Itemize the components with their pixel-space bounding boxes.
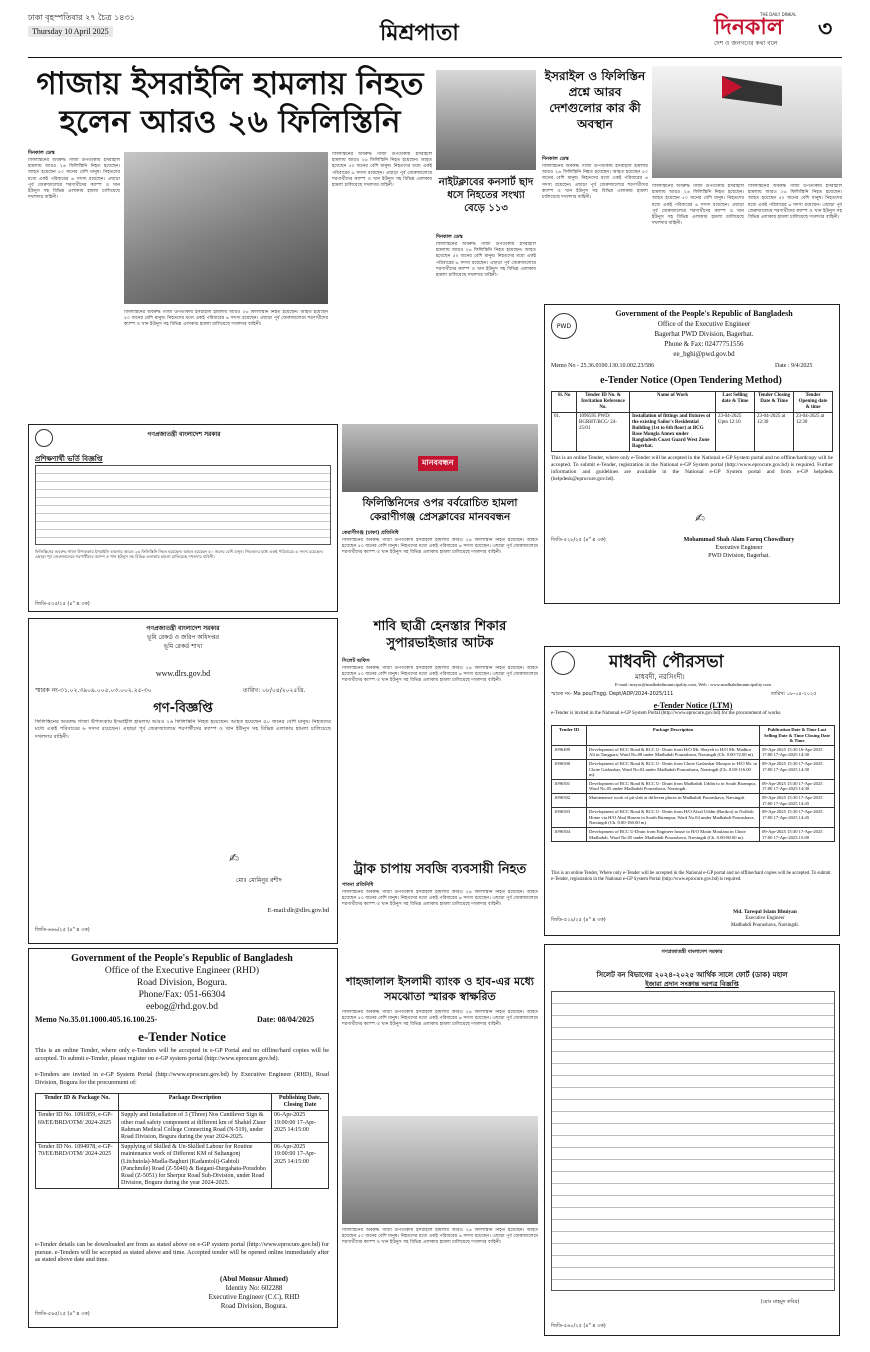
sylhet-code: জিডি-৫৬০/২৫ (৪" x ৩ক) — [551, 1323, 606, 1329]
table-row — [552, 759, 835, 779]
lead-desk: দিনকাল ডেস্ক — [28, 150, 55, 156]
table-cell: 1096502 — [552, 793, 587, 807]
pwd-phone: Phone & Fax: 02477751556 — [664, 340, 744, 348]
table-header-cell: Last Selling date & Time — [716, 392, 755, 413]
table-cell: Development of RCC Road & RCC U- Drain from Madhabdi Uddin to in South Birampur, Ward No.05 under Madhabdi Pourashava, Narsingdi. — [587, 779, 760, 793]
table-cell: Development of RCC Road & RCC U- Drain from H/O Mr. Shayeh to H/O Mr. Madhor Ali in Tangpara, Ward No.08 under Madhabdi Pourashava, Narsingdi (Ch. 0.00-72.00 m). — [587, 745, 760, 759]
madhabdi-logo — [551, 651, 575, 675]
table-cell: Maintenance work of pit slab at different places in Madhabdi Pourashava, Narsingdi. — [587, 793, 760, 807]
table-cell: 1096501 — [552, 779, 587, 793]
table-cell: Tender ID No. 1091859, e-GP-69/EE/BRD/OTM/ 2024-2025 — [36, 1111, 119, 1143]
pwd-notice-title: e-Tender Notice (Open Tendering Method) — [600, 375, 782, 386]
madhabdi-notice-title: e-Tender Notice (LTM) — [653, 701, 733, 710]
pwd-signer-office: PWD Division, Bagerhat. — [708, 553, 770, 559]
rhd-date: Date: 08/04/2025 — [257, 1015, 315, 1024]
masthead-date-bn: ঢাকা বৃহস্পতিবার ২৭ চৈত্র ১৪৩১ — [28, 13, 135, 22]
truck-byline: পাবনা প্রতিনিধি — [342, 882, 374, 888]
pwd-note: This is an online Tender, where only e-Tender will be accepted in the National e-GP System portal and no offline/hardcopy will be accepted. To submit e-Tender, registration in the National e-GP System portal (http://www.eprocure.gov.bd) is required. Further information and guidelines are available in the National e-GP System portal and from e-GP helpdesk (helpdesk@eprocure.gov.bd). — [551, 455, 833, 482]
rhd-memo: Memo No.35.01.1000.405.16.100.25- — [35, 1015, 158, 1024]
rhd-division: Road Division, Bogura. — [136, 978, 228, 988]
land-memo: স্মারক নং-৩১.০২.৩৯০৯.০০৫.০৩.০০২.২৫-৩০ — [35, 687, 152, 694]
land-date: তারিখ: ০৮/০৪/২০২৫খ্রি. — [243, 687, 306, 694]
table-row — [552, 779, 835, 793]
training-code: জিডি-৫৩৫/২৫ (৪" x ৩ক) — [35, 601, 90, 607]
table-cell: Supplying of Skilled & Un-Skilled Labour for Routine maintenance work of Different KM of Sultangonj (Litchutola)-Madla-Baghuri (Kadamtoli)-Gabtoli (Panchmile) Road (Z-5040) & Baigani-Durgahata-Poradoho Road (Z-5051) for Sherpur Road Sub-Division, under Road Division, Bogura during the year 2024-2025. — [119, 1143, 272, 1189]
shabi-title: শাবি ছাত্রী হেনস্তার শিকার সুপারভাইজার আটক — [373, 619, 507, 651]
shabi-body: ফিলিস্তিনের অবরুদ্ধ গাজা উপত্যকায় ইসরাইলি হামলায় আরও ২৬ ফিলিস্তিনি নিহত হয়েছেন। আহত হয়েছেন ৫০ জনের বেশি মানুষ। নিহতদের মধ্যে একই পরিবারের ৬ সদস্য রয়েছেন। এছাড়া পূর্ব জেরুজালেমে শরণার্থীদের ক্যাম্প ও খান ইউনুস সহ বিভিন্ন এলাকায় হামলা চালিয়েছে দখলদার বাহিনী। — [342, 666, 538, 684]
training-notes: ফিলিস্তিনের অবরুদ্ধ গাজা উপত্যকায় ইসরাইলি হামলায় আরও ২৬ ফিলিস্তিনি নিহত হয়েছেন। আহত হয়েছেন ৫০ জনের বেশি মানুষ। নিহতদের মধ্যে একই পরিবারের ৬ সদস্য রয়েছেন। এছাড়া পূর্ব জেরুজালেমে শরণার্থীদের ক্যাম্প ও খান ইউনুস সহ বিভিন্ন এলাকায় হামলা চালিয়েছে দখলদার বাহিনী। — [35, 549, 324, 560]
land-signature: ✍ — [229, 851, 240, 865]
land-code: জিডি-৬৬৬/২৫ (৪" x ৩ক) — [35, 927, 90, 933]
table-cell: 09-Apr-2025 15:30 17-Apr-2025 17:00 17-Apr-2025 15:00 — [760, 827, 835, 841]
table-cell: 23-04-2025 at 12:30 — [794, 413, 833, 452]
rhd-signer-office: Road Division, Bogura. — [220, 1302, 288, 1310]
concert-photo — [436, 70, 536, 170]
land-office: ভূমি রেকর্ড ও জরিপ অধিদপ্তর — [146, 634, 220, 641]
concert-story — [436, 66, 536, 416]
protest-photo — [342, 424, 538, 492]
protest-byline: কেরাণীগঞ্জ (ঢাকা) প্রতিনিধি — [342, 530, 399, 536]
land-signer: মোঃ মোমিনুর রশীদ — [236, 877, 282, 884]
rhd-code: জিডি-৫৬৫/২৫ (৪" x ৩ক) — [35, 1311, 90, 1317]
pwd-office: Office of the Executive Engineer — [657, 320, 751, 328]
table-cell: Development of RCC U-Drain from Engineer house to H/O Motin Moulana in Chote Madhabdi, Ward No.05 under Madhabdi Pourashava, Narsingdi (Ch. 0.00-80.00 m). — [587, 827, 760, 841]
table-header-cell: Tender Closing Date & Time — [755, 392, 794, 413]
pwd-division: Bagerhat PWD Division, Bagerhat. — [654, 330, 754, 338]
lead-body-col3: ফিলিস্তিনের অবরুদ্ধ গাজা উপত্যকায় ইসরাইলি হামলায় আরও ২৬ ফিলিস্তিনি নিহত হয়েছেন। আহত হয়েছেন ৫০ জনের বেশি মানুষ। নিহতদের মধ্যে একই পরিবারের ৬ সদস্য রয়েছেন। এছাড়া পূর্ব জেরুজালেমে শরণার্থীদের ক্যাম্প ও খান ইউনুস সহ বিভিন্ন এলাকায় হামলা চালিয়েছে দখলদার বাহিনী। — [332, 152, 432, 189]
sylhet-subtitle: ইজারা প্রদান সংক্রান্ত দরপত্র বিজ্ঞপ্তি — [645, 980, 739, 988]
madhabdi-ad — [544, 646, 840, 936]
madhabdi-intro: e-Tender is invited in the National e-GP System Portal (http://www.eprocure.gov.bd) for the procurement of works. — [551, 711, 782, 716]
protest-body: ফিলিস্তিনের অবরুদ্ধ গাজা উপত্যকায় ইসরাইলি হামলায় আরও ২৬ ফিলিস্তিনি নিহত হয়েছেন। আহত হয়েছেন ৫০ জনের বেশি মানুষ। নিহতদের মধ্যে একই পরিবারের ৬ সদস্য রয়েছেন। এছাড়া পূর্ব জেরুজালেমে শরণার্থীদের ক্যাম্প ও খান ইউনুস সহ বিভিন্ন এলাকায় হামলা চালিয়েছে দখলদার বাহিনী। — [342, 538, 538, 556]
rhd-signer-role: Executive Engineer (C.C), RHD — [208, 1293, 300, 1301]
table-row — [36, 1111, 329, 1143]
land-gov: গণপ্রজাতন্ত্রী বাংলাদেশ সরকার — [146, 625, 220, 632]
table-cell: Supply and Installation of 3 (Three) Nos Cantilever Sign & other road safety component at different km of Shahid Ziaur Rahman Medical College Connecting Road (N-519), under Road Division, Bogura during the year 2024-2025. — [119, 1111, 272, 1143]
table-cell: Development of RCC Road & RCC U- Drain from Chote Gadarshar Mosque to H/O Mr. in Chote Gadarshar, Ward No.02 under Madhabdi Pourashava, Narsingdi (Ch. 0.00-116.00 m). — [587, 759, 760, 779]
brand-logo: দিনকাল — [714, 15, 784, 40]
table-header-cell: Tender ID & Package No. — [36, 1094, 119, 1111]
pwd-date: Date : 9/4/2025 — [775, 363, 813, 369]
table-header-row — [552, 392, 833, 413]
rhd-note: e-Tender details can be downloaded are from as stated above on e-GP system portal (http://www.eprocure.gov.bd) for pursue. e-Tenders will be accepted as stated above and time. Accepted tender will be opened online immediately after as stated above date and time. — [35, 1241, 329, 1264]
madhabdi-code: জিডি-৫২৯/২৫ (৪" x ৩ক) — [551, 917, 606, 923]
table-cell: Installation of fittings and fixtures of the existing Sailor's Residential Building (1st to 6th floor) at BCG Base Mongla Annex under Bangladesh Coast Guard West Zone Bagerhat. — [630, 413, 716, 452]
pwd-email: ee_bghi@pwd.gov.bd — [673, 350, 735, 358]
islami-body-2: ফিলিস্তিনের অবরুদ্ধ গাজা উপত্যকায় ইসরাইলি হামলায় আরও ২৬ ফিলিস্তিনি নিহত হয়েছেন। আহত হয়েছেন ৫০ জনের বেশি মানুষ। নিহতদের মধ্যে একই পরিবারের ৬ সদস্য রয়েছেন। এছাড়া পূর্ব জেরুজালেমে শরণার্থীদের ক্যাম্প ও খান ইউনুস সহ বিভিন্ন এলাকায় হামলা চালিয়েছে দখলদার বাহিনী। — [342, 1228, 538, 1246]
table-header-cell: Tender ID No. & Invitation Reference No. — [577, 392, 630, 413]
table-header-cell: Publication Date & Time Last Selling Date & Time Closing Date & Time — [760, 726, 835, 746]
table-cell: Tender ID No. 1094978, e-GP-70/EE/BRD/OTM/ 2024-2025 — [36, 1143, 119, 1189]
table-cell: 23-04-2025 Upto 12:10 — [716, 413, 755, 452]
sylhet-signer: (মোঃ মাহমুদ কবির) — [760, 1299, 800, 1305]
table-header-cell: Sl. No — [552, 392, 577, 413]
training-ad — [28, 424, 338, 612]
shabi-byline: সিলেট অফিস — [342, 658, 370, 664]
sylhet-title: সিলেট বন বিভাগের ২০২৪-২০২৫ আর্থিক সালে ফোর্ট (ডাক) মহাল — [596, 971, 788, 979]
table-cell: 06-Apr-2025 19:00:00 17-Apr-2025 14:15:00 — [272, 1111, 329, 1143]
pwd-signature: ✍ — [695, 511, 706, 525]
table-cell: 1096500 — [552, 759, 587, 779]
table-header-cell: Tender Opening date & time — [794, 392, 833, 413]
table-cell: 23-04-2025 at 12:30 — [755, 413, 794, 452]
table-header-cell: Name of Work — [630, 392, 716, 413]
land-body: ফিলিস্তিনের অবরুদ্ধ গাজা উপত্যকায় ইসরাইলি হামলায় আরও ২৬ ফিলিস্তিনি নিহত হয়েছেন। আহত হয়েছেন ৫০ জনের বেশি মানুষ। নিহতদের মধ্যে একই পরিবারের ৬ সদস্য রয়েছেন। এছাড়া পূর্ব জেরুজালেমে শরণার্থীদের ক্যাম্প ও খান ইউনুস সহ বিভিন্ন এলাকায় হামলা চালিয়েছে দখলদার বাহিনী। — [35, 719, 331, 740]
pwd-code: জিডি-৫২৮/২৫ (৪" x ৩ক) — [551, 537, 606, 543]
madhabdi-signer-office: Madhabdi Pourashava, Narsingdi. — [730, 923, 800, 928]
pwd-logo: PWD — [551, 313, 577, 339]
table-cell: 09-Apr-2025 15:30 16-Apr-2025 17:00 17-Apr-2025 14:30 — [760, 745, 835, 759]
table-cell: 1096499 — [552, 745, 587, 759]
islami-photo — [342, 1116, 538, 1224]
masthead-date-en: Thursday 10 April 2025 — [28, 26, 113, 37]
table-row — [552, 413, 833, 452]
rhd-office: Office of the Executive Engineer (RHD) — [104, 966, 260, 976]
truck-title: ট্রাক চাপায় সবজি ব্যবসায়ী নিহত — [353, 862, 527, 877]
table-row — [36, 1143, 329, 1189]
table-row — [552, 745, 835, 759]
rhd-gov: Government of the People's Republic of Bangladesh — [71, 953, 293, 964]
concert-desk: দিনকাল ডেস্ক — [436, 234, 463, 240]
rhd-ad — [28, 948, 338, 1328]
madhabdi-sub: মাধবদী, নরসিংদী। — [635, 673, 685, 681]
madhabdi-memo: স্মারক নং- Ma pou/Tngg. Dept/ADP/2024-2025/111 — [551, 691, 674, 697]
table-cell: 1096503 — [552, 808, 587, 828]
table-cell: 09-Apr-2025 15:30 17-Apr-2025 17:00 17-Apr-2025 14:45 — [760, 808, 835, 828]
pwd-tender-ad — [544, 304, 840, 604]
table-header-cell: Package Description — [119, 1094, 272, 1111]
protest-banner: মানববন্ধন — [418, 456, 458, 471]
arab-title: ইসরাইল ও ফিলিস্তিন প্রশ্নে আরব দেশগুলোর কার কী অবস্থান — [544, 69, 646, 131]
table-cell: 1096595 PWD/ BGRHT/BCG/ 24-25/01 — [577, 413, 630, 452]
training-table — [35, 465, 331, 545]
table-cell: 09-Apr-2025 15:30 17-Apr-2025 17:00 17-Apr-2025 14:45 — [760, 793, 835, 807]
table-header-cell: Tender ID — [552, 726, 587, 746]
land-ad — [28, 618, 338, 944]
land-sub: ভূমি রেকর্ড শাখা — [163, 643, 203, 650]
madhabdi-signer: Md. Tarequl Islam Bhuiyan — [733, 909, 797, 915]
brand-en: THE DAILY DINKAL — [760, 12, 797, 17]
rhd-intro: This is an online Tender, where only e-Tenders will be accepted in e-GP Portal and no offline/hard copies will be accepted. To submit e-Tender, please register on e-GP system portal (http://www.eprocure.gov.bd). — [35, 1047, 329, 1062]
flag-icon — [722, 76, 782, 116]
madhabdi-email: E-mail: mayor@madhabdimunicipality.com, Web : www.madhabdimunicipality.com — [615, 682, 771, 687]
masthead — [28, 8, 842, 62]
table-cell: 06-Apr-2025 19:00:00 17-Apr-2025 14:15:00 — [272, 1143, 329, 1189]
rhd-phone: Phone/Fax: 051-66304 — [138, 990, 226, 1000]
madhabdi-signer-role: Executive Engineer — [745, 916, 785, 921]
truck-body: ফিলিস্তিনের অবরুদ্ধ গাজা উপত্যকায় ইসরাইলি হামলায় আরও ২৬ ফিলিস্তিনি নিহত হয়েছেন। আহত হয়েছেন ৫০ জনের বেশি মানুষ। নিহতদের মধ্যে একই পরিবারের ৬ সদস্য রয়েছেন। এছাড়া পূর্ব জেরুজালেমে শরণার্থীদের ক্যাম্প ও খান ইউনুস সহ বিভিন্ন এলাকায় হামলা চালিয়েছে দখলদার বাহিনী। — [342, 890, 538, 908]
lead-body-col2: ফিলিস্তিনের অবরুদ্ধ গাজা উপত্যকায় ইসরাইলি হামলায় আরও ২৬ ফিলিস্তিনি নিহত হয়েছেন। আহত হয়েছেন ৫০ জনের বেশি মানুষ। নিহতদের মধ্যে একই পরিবারের ৬ সদস্য রয়েছেন। এছাড়া পূর্ব জেরুজালেমে শরণার্থীদের ক্যাম্প ও খান ইউনুস সহ বিভিন্ন এলাকায় হামলা চালিয়েছে দখলদার বাহিনী। — [124, 310, 328, 328]
land-title: গণ-বিজ্ঞপ্তি — [153, 701, 213, 716]
arab-story — [542, 66, 842, 298]
arab-body-2: ফিলিস্তিনের অবরুদ্ধ গাজা উপত্যকায় ইসরাইলি হামলায় আরও ২৬ ফিলিস্তিনি নিহত হয়েছেন। আহত হয়েছেন ৫০ জনের বেশি মানুষ। নিহতদের মধ্যে একই পরিবারের ৬ সদস্য রয়েছেন। এছাড়া পূর্ব জেরুজালেমে শরণার্থীদের ক্যাম্প ও খান ইউনুস সহ বিভিন্ন এলাকায় হামলা চালিয়েছে দখলদার বাহিনী। — [652, 184, 744, 227]
madhabdi-table — [551, 725, 835, 842]
masthead-rule — [28, 56, 842, 58]
table-header-row — [552, 726, 835, 746]
rhd-signer: (Abul Monsur Ahmed) — [220, 1275, 288, 1283]
islami-story — [342, 974, 538, 1334]
sylhet-ad — [544, 944, 840, 1336]
rhd-email: eebog@rhd.gov.bd — [146, 1002, 218, 1012]
islami-title: শাহজালাল ইসলামী ব্যাংক ও হাব-এর মধ্যে সমঝোতা স্মারক স্বাক্ষরিত — [346, 975, 534, 1003]
section-title: মিশ্রপাতা — [380, 21, 459, 46]
land-web: www.dlrs.gov.bd — [155, 669, 211, 678]
pwd-table — [551, 391, 833, 452]
pwd-gov: Government of the People's Republic of Bangladesh — [615, 309, 793, 318]
table-header-cell: Package Description — [587, 726, 760, 746]
arab-desk: দিনকাল ডেস্ক — [542, 156, 569, 162]
arab-body-3: ফিলিস্তিনের অবরুদ্ধ গাজা উপত্যকায় ইসরাইলি হামলায় আরও ২৬ ফিলিস্তিনি নিহত হয়েছেন। আহত হয়েছেন ৫০ জনের বেশি মানুষ। নিহতদের মধ্যে একই পরিবারের ৬ সদস্য রয়েছেন। এছাড়া পূর্ব জেরুজালেমে শরণার্থীদের ক্যাম্প ও খান ইউনুস সহ বিভিন্ন এলাকায় হামলা চালিয়েছে দখলদার বাহিনী। — [748, 184, 842, 221]
protest-title: ফিলিস্তিনিদের ওপর বর্বরোচিত হামলা কেরাণীগঞ্জ প্রেসক্লাবের মানববন্ধন — [362, 497, 518, 523]
table-row — [552, 827, 835, 841]
sylhet-gov: গণপ্রজাতন্ত্রী বাংলাদেশ সরকার — [661, 949, 723, 955]
table-cell: 09-Apr-2025 15:30 17-Apr-2025 17:00 17-Apr-2025 14:30 — [760, 779, 835, 793]
table-cell: 1096504 — [552, 827, 587, 841]
land-email: E-mail:dlr@dlrs.gov.bd — [267, 907, 329, 914]
training-gov: গণপ্রজাতন্ত্রী বাংলাদেশ সরকার — [147, 431, 221, 438]
madhabdi-date: তারিখ: ০৮-০৪-২০২৫ — [771, 691, 817, 697]
protest-story — [342, 424, 538, 614]
lead-headline-1: গাজায় ইসরাইলি হামলায় নিহত — [36, 66, 424, 102]
pwd-memo: Memo No - 25.36.0100.130.10.002.23/586 — [551, 363, 655, 369]
gov-emblem-icon — [35, 429, 53, 447]
concert-body: ফিলিস্তিনের অবরুদ্ধ গাজা উপত্যকায় ইসরাইলি হামলায় আরও ২৬ ফিলিস্তিনি নিহত হয়েছেন। আহত হয়েছেন ৫০ জনের বেশি মানুষ। নিহতদের মধ্যে একই পরিবারের ৬ সদস্য রয়েছেন। এছাড়া পূর্ব জেরুজালেমে শরণার্থীদের ক্যাম্প ও খান ইউনুস সহ বিভিন্ন এলাকায় হামলা চালিয়েছে দখলদার বাহিনী। — [436, 242, 536, 279]
brand-tagline: দেশ ও জনগণের কথা বলে — [714, 40, 778, 47]
brand-box — [714, 10, 840, 46]
table-header-row — [36, 1094, 329, 1111]
pwd-signer: Mohammad Shah Alam Faruq Chowdhury — [683, 537, 795, 543]
madhabdi-note: This is an online Tender, Where only e-Tender will be accepted in the National e-GP portal and no offline/hard copies will be accepted. To submit e-Tender, registration in the National e-GP System Portal (http://www.eprocure.gov.bd) is required. — [551, 871, 831, 882]
page-number: ৩ — [818, 17, 833, 42]
islami-body: ফিলিস্তিনের অবরুদ্ধ গাজা উপত্যকায় ইসরাইলি হামলায় আরও ২৬ ফিলিস্তিনি নিহত হয়েছেন। আহত হয়েছেন ৫০ জনের বেশি মানুষ। নিহতদের মধ্যে একই পরিবারের ৬ সদস্য রয়েছেন। এছাড়া পূর্ব জেরুজালেমে শরণার্থীদের ক্যাম্প ও খান ইউনুস সহ বিভিন্ন এলাকায় হামলা চালিয়েছে দখলদার বাহিনী। — [342, 1010, 538, 1028]
lead-story — [28, 66, 432, 416]
lead-body-col1: ফিলিস্তিনের অবরুদ্ধ গাজা উপত্যকায় ইসরাইলি হামলায় আরও ২৬ ফিলিস্তিনি নিহত হয়েছেন। আহত হয়েছেন ৫০ জনের বেশি মানুষ। নিহতদের মধ্যে একই পরিবারের ৬ সদস্য রয়েছেন। এছাড়া পূর্ব জেরুজালেমে শরণার্থীদের ক্যাম্প ও খান ইউনুস সহ বিভিন্ন এলাকায় হামলা চালিয়েছে দখলদার বাহিনী। — [28, 158, 120, 201]
table-cell: 01. — [552, 413, 577, 452]
shabi-story — [342, 618, 538, 858]
madhabdi-title: মাধবদী পৌরসভা — [609, 652, 724, 672]
training-title: প্রশিক্ষণার্থী ভর্তি বিজ্ঞপ্তি — [35, 455, 103, 463]
table-cell: 09-Apr-2025 15:30 17-Apr-2025 17:00 17-Apr-2025 14:30 — [760, 759, 835, 779]
arab-photo — [652, 66, 842, 178]
table-header-cell: Publishing Date, Closing Date — [272, 1094, 329, 1111]
truck-story — [342, 860, 538, 970]
table-cell: Development of RCC Road & RCC U- Drain from H/O Afzal Uddin (Barikot) to Nolibili Home via H/O Abul Hasem in South Birampur, Ward No.04 under Madhabdi Pourashava, Narsingdi (Ch. 0.00-160.00 m). — [587, 808, 760, 828]
rhd-notice-title: e-Tender Notice — [138, 1029, 226, 1044]
rhd-signer-id: Identity No: 602288 — [225, 1284, 283, 1292]
rhd-table — [35, 1093, 329, 1189]
rhd-intro-2: e-Tenders are invited in e-GP System Portal (http://www.eprocure.gov.bd) by Executive Engineer (RHD), Road Division, Bogura for the procurement of: — [35, 1071, 329, 1086]
table-row — [552, 808, 835, 828]
arab-body: ফিলিস্তিনের অবরুদ্ধ গাজা উপত্যকায় ইসরাইলি হামলায় আরও ২৬ ফিলিস্তিনি নিহত হয়েছেন। আহত হয়েছেন ৫০ জনের বেশি মানুষ। নিহতদের মধ্যে একই পরিবারের ৬ সদস্য রয়েছেন। এছাড়া পূর্ব জেরুজালেমে শরণার্থীদের ক্যাম্প ও খান ইউনুস সহ বিভিন্ন এলাকায় হামলা চালিয়েছে দখলদার বাহিনী। — [542, 164, 648, 201]
lead-headline-2: হলেন আরও ২৬ ফিলিস্তিনি — [59, 104, 401, 140]
pwd-signer-role: Executive Engineer — [715, 545, 763, 551]
concert-title: নাইটক্লাবের কনসার্ট ছাদ ধসে নিহতের সংখ্যা বেড়ে ১১৩ — [438, 177, 534, 214]
sylhet-table — [551, 991, 835, 1291]
lead-photo — [124, 152, 328, 304]
table-row — [552, 793, 835, 807]
